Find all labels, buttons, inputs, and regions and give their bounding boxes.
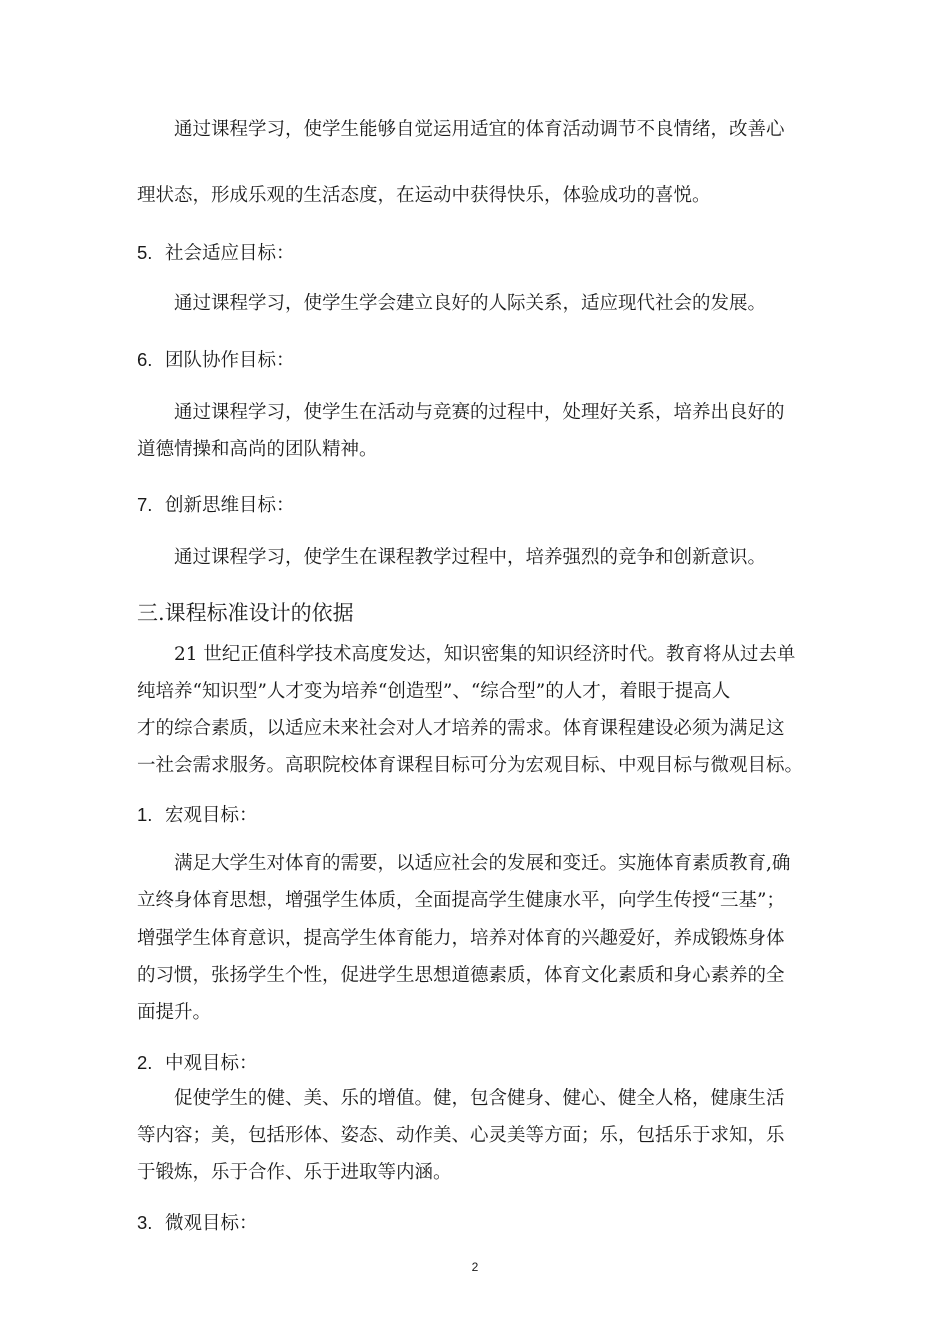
- heading-macro-goal: [137, 806, 258, 826]
- paragraph-line: 通过课程学习，使学生在课程教学过程中，培养强烈的竞争和创新意识。: [174, 547, 767, 568]
- page-number: 2: [471, 1260, 479, 1274]
- heading-number: 1.: [137, 804, 153, 825]
- paragraph-line: 等内容；美，包括形体、姿态、动作美、心灵美等方面；乐，包括乐于求知，乐: [137, 1125, 785, 1146]
- paragraph-line: 的习惯，张扬学生个性，促进学生思想道德素质，体育文化素质和身心素养的全: [137, 965, 785, 986]
- heading-number: 2.: [137, 1052, 153, 1073]
- paragraph-line: 通过课程学习，使学生学会建立良好的人际关系，适应现代社会的发展。: [174, 293, 767, 314]
- heading-number: 6.: [137, 349, 153, 370]
- paragraph-line: 道德情操和高尚的团队精神。: [137, 439, 378, 460]
- paragraph-line: 通过课程学习，使学生在活动与竞赛的过程中，处理好关系，培养出良好的: [174, 402, 785, 423]
- heading-social-adaptation: [137, 244, 295, 264]
- heading-number: 7.: [137, 494, 153, 515]
- paragraph-line: 21 世纪正值科学技术高度发达，知识密集的知识经济时代。教育将从过去单: [174, 644, 796, 665]
- heading-meso-goal: [137, 1054, 258, 1074]
- heading-text: 微观目标：: [165, 1213, 258, 1234]
- section-title: 三.课程标准设计的依据: [137, 601, 354, 625]
- heading-text: 宏观目标：: [165, 805, 258, 826]
- heading-innovative-thinking: [137, 496, 295, 516]
- paragraph-line: 通过课程学习，使学生能够自觉运用适宜的体育活动调节不良情绪，改善心: [174, 119, 785, 140]
- heading-number: 3.: [137, 1212, 153, 1233]
- paragraph-line: 于锻炼，乐于合作、乐于进取等内涵。: [137, 1162, 452, 1183]
- paragraph-line: 纯培养“知识型”人才变为培养“创造型”、“综合型”的人才，着眼于提高人: [137, 681, 731, 702]
- paragraph-line: 才的综合素质，以适应未来社会对人才培养的需求。体育课程建设必须为满足这: [137, 718, 785, 739]
- paragraph-line: 面提升。: [137, 1002, 212, 1023]
- paragraph-line: 理状态，形成乐观的生活态度，在运动中获得快乐，体验成功的喜悦。: [137, 185, 711, 206]
- heading-text: 创新思维目标：: [165, 495, 295, 516]
- heading-text: 团队协作目标：: [165, 350, 295, 371]
- heading-text: 中观目标：: [165, 1053, 258, 1074]
- heading-text: 社会适应目标：: [165, 243, 295, 264]
- paragraph-line: 促使学生的健、美、乐的增值。健，包含健身、健心、健全人格，健康生活: [174, 1088, 785, 1109]
- paragraph-line: 增强学生体育意识，提高学生体育能力，培养对体育的兴趣爱好，养成锻炼身体: [137, 928, 785, 949]
- paragraph-line: 满足大学生对体育的需要，以适应社会的发展和变迁。实施体育素质教育,确: [174, 853, 791, 874]
- paragraph-line: 立终身体育思想，增强学生体质，全面提高学生健康水平，向学生传授“三基”；: [137, 890, 785, 911]
- heading-micro-goal: [137, 1214, 258, 1234]
- heading-number: 5.: [137, 242, 153, 263]
- paragraph-line: 一社会需求服务。高职院校体育课程目标可分为宏观目标、中观目标与微观目标。: [137, 755, 804, 776]
- heading-team-cooperation: [137, 351, 295, 371]
